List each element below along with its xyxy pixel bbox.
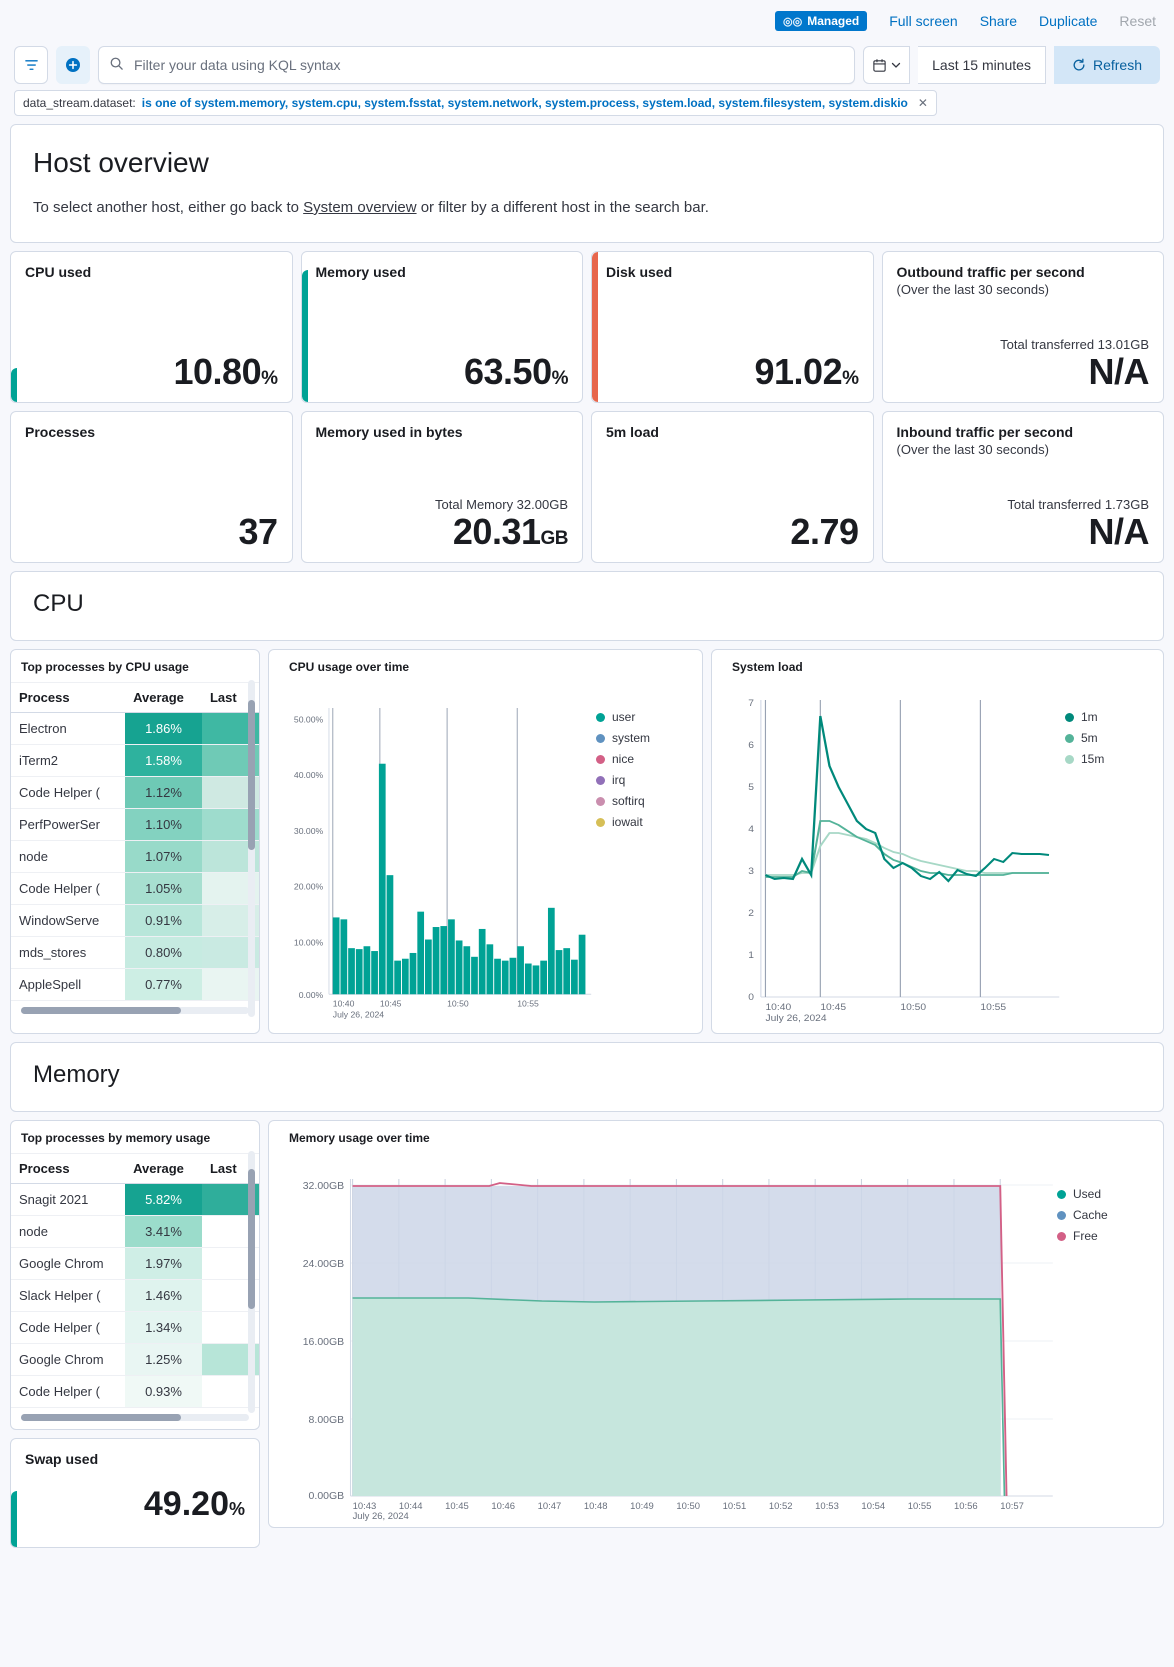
legend-item [596,710,692,724]
cell-process: Code Helper ( [11,777,125,809]
svg-text:10:49: 10:49 [630,1501,654,1511]
legend-color-swatch [1065,734,1074,743]
svg-text:7: 7 [748,698,755,709]
metric-number: 63.50 [464,351,552,393]
column-header-process[interactable]: Process [11,683,125,713]
table-row[interactable] [11,713,259,745]
cell-average: 0.93% [125,1376,202,1408]
legend-color-swatch [1057,1211,1066,1220]
cpu-section-header [10,571,1164,641]
legend-label: user [612,710,636,724]
legend-label: softirq [612,794,645,808]
svg-text:40.00%: 40.00% [293,770,324,781]
desc-text-after: or filter by a different host in the search bar. [416,199,709,216]
metric-subtitle: (Over the last 30 seconds) [896,442,1049,457]
top-processes-cpu-card [10,649,260,1034]
metric-unit: % [842,368,859,390]
svg-text:10:55: 10:55 [907,1501,932,1511]
metric-extra: Total transferred 1.73GB [1007,497,1149,513]
svg-text:10:57: 10:57 [1000,1501,1024,1511]
cpu-section-title: CPU [33,590,84,617]
metric-number: 2.79 [790,511,859,553]
memory-left-column [10,1120,260,1548]
vertical-scrollbar[interactable] [248,1151,255,1413]
top-processes-cpu-table [11,682,259,1001]
cell-average: 1.34% [125,1312,202,1344]
metric-disk-used[interactable] [591,251,874,403]
legend-item [596,773,692,787]
cell-process: Google Chrom [11,1248,125,1280]
svg-text:16.00GB: 16.00GB [302,1337,345,1348]
cell-average: 0.91% [125,905,202,937]
horizontal-scrollbar[interactable] [21,1414,249,1421]
cell-process: node [11,1216,125,1248]
system-load-legend [1065,682,1153,1027]
filter-icon [24,58,39,73]
legend-item [596,794,692,808]
cell-process: Code Helper ( [11,1312,125,1344]
legend-label: 1m [1081,710,1098,724]
svg-text:0.00%: 0.00% [298,990,324,1001]
metric-number: N/A [1088,351,1149,393]
svg-text:10:53: 10:53 [815,1501,839,1511]
metrics-grid-row-1 [10,251,1164,403]
legend-label: 15m [1081,752,1105,766]
metric-processes[interactable] [10,411,293,563]
full-screen-link[interactable]: Full screen [889,13,958,29]
metric-number: N/A [1088,511,1149,553]
system-load-chart-card [711,649,1164,1034]
svg-text:5: 5 [748,782,755,793]
refresh-button[interactable] [1054,46,1160,84]
metric-value [316,352,569,392]
cell-process: Google Chrom [11,1344,125,1376]
legend-item [1057,1229,1153,1243]
metric-title: Memory used [315,264,406,280]
metric-value [25,1485,245,1524]
svg-text:10:51: 10:51 [722,1501,747,1511]
svg-text:10.00%: 10.00% [293,937,324,948]
legend-item [1065,752,1153,766]
svg-text:10:45: 10:45 [820,1002,847,1013]
metric-memory-used[interactable] [301,251,584,403]
metric-number: 49.20 [143,1485,229,1523]
column-header-process[interactable]: Process [11,1154,125,1184]
top-processes-memory-table [11,1153,259,1408]
search-input[interactable] [132,56,844,74]
legend-label: Free [1073,1229,1098,1243]
table-header-row [11,1154,259,1184]
memory-usage-chart-card [268,1120,1164,1528]
svg-text:6: 6 [748,740,755,751]
metric-title: Inbound traffic per second [896,424,1074,440]
cell-process: WindowServe [11,905,125,937]
query-bar [0,42,1174,90]
cell-average: 1.05% [125,873,202,905]
legend-item [596,731,692,745]
metric-number: 91.02 [754,351,843,393]
svg-text:24.00GB: 24.00GB [302,1259,345,1270]
vertical-scrollbar[interactable] [248,680,255,1017]
legend-label: iowait [612,815,643,829]
cell-average: 1.10% [125,809,202,841]
table-row[interactable] [11,1344,259,1376]
search-icon [109,56,124,75]
chart-body [279,682,692,1027]
chart-body [279,1153,1153,1521]
svg-text:10:46: 10:46 [491,1501,516,1511]
metric-title: Processes [25,424,96,440]
table-row[interactable] [11,1280,259,1312]
metric-subtitle: (Over the last 30 seconds) [896,282,1049,297]
metric-outbound-traffic[interactable] [882,251,1165,403]
metric-5m-load[interactable] [591,411,874,563]
metric-number: 20.31 [452,511,541,553]
cell-average: 1.58% [125,745,202,777]
table-row[interactable] [11,969,259,1001]
svg-text:50.00%: 50.00% [293,714,324,725]
host-overview-description [33,199,1141,216]
legend-color-swatch [596,734,605,743]
table-header-row [11,683,259,713]
metric-unit: % [228,1499,245,1519]
filter-pill-value: is one of system.memory, system.cpu, system.fsstat, system.network, system.process, system.load, system.filesystem, system.diskio [141,96,908,110]
svg-text:July 26, 2024: July 26, 2024 [332,1009,385,1020]
table-row[interactable] [11,1312,259,1344]
svg-text:0.00GB: 0.00GB [308,1491,345,1502]
system-load-chart[interactable] [722,682,1065,1027]
metrics-grid-row-2 [10,411,1164,563]
svg-text:1: 1 [748,950,755,961]
legend-item [1057,1208,1153,1222]
metric-value [316,512,569,552]
metric-swap-used[interactable] [10,1438,260,1548]
memory-chart-legend [1057,1153,1153,1521]
svg-text:10:47: 10:47 [537,1501,562,1511]
card-title: System load [732,660,803,674]
filter-bar [0,90,1174,124]
column-header-last[interactable]: Last [202,683,259,713]
close-icon[interactable]: ✕ [917,96,928,110]
metric-cpu-used[interactable] [10,251,293,403]
legend-label: Cache [1073,1208,1108,1222]
svg-text:10:50: 10:50 [900,1002,927,1013]
legend-color-swatch [596,776,605,785]
table-row[interactable] [11,873,259,905]
cpu-usage-over-time-chart[interactable] [279,682,596,1027]
metric-title: Memory used in bytes [315,424,463,440]
managed-icon: ◎◎ [783,15,803,28]
table-row[interactable] [11,1376,259,1408]
metric-title: 5m load [606,424,659,440]
memory-row [10,1120,1164,1548]
metric-accent-bar [592,252,598,402]
table-row[interactable] [11,809,259,841]
svg-text:4: 4 [748,824,755,835]
cell-average: 1.46% [125,1280,202,1312]
managed-badge-label: Managed [807,14,860,28]
date-picker-button[interactable] [863,46,910,84]
card-title: Top processes by CPU usage [21,660,189,674]
add-filter-button[interactable] [56,46,90,84]
metric-unit: % [551,368,568,390]
legend-label: irq [612,773,626,787]
filter-pill-key: data_stream.dataset: [23,96,136,110]
card-title: CPU usage over time [289,660,410,674]
cpu-chart-legend [596,682,692,1027]
legend-color-swatch [596,818,605,827]
host-overview-panel [10,124,1164,243]
svg-text:2: 2 [748,908,755,919]
metric-value [25,512,278,552]
metric-accent-bar [11,1491,17,1548]
chart-body [722,682,1153,1027]
legend-label: Used [1073,1187,1102,1201]
legend-color-swatch [596,797,605,806]
svg-text:10:54: 10:54 [861,1501,886,1511]
top-action-bar [0,0,1174,42]
filter-pill-dataset[interactable] [14,90,937,116]
table-row[interactable] [11,745,259,777]
svg-text:10:50: 10:50 [447,998,469,1009]
metric-unit: % [261,368,278,390]
svg-text:10:55: 10:55 [517,998,539,1009]
cell-process: mds_stores [11,937,125,969]
metric-title: Disk used [606,264,673,280]
cell-process: Slack Helper ( [11,1280,125,1312]
metric-extra: Total Memory 32.00GB [435,497,568,513]
svg-text:10:50: 10:50 [676,1501,701,1511]
table-row[interactable] [11,1184,259,1216]
svg-text:10:40: 10:40 [765,1002,792,1013]
table-row[interactable] [11,905,259,937]
legend-label: system [612,731,651,745]
chevron-down-icon [891,60,901,70]
cell-average: 1.25% [125,1344,202,1376]
metric-unit: GB [540,528,568,550]
table-row[interactable] [11,937,259,969]
metric-value [606,352,859,392]
cpu-usage-chart-card [268,649,703,1034]
cell-average: 5.82% [125,1184,202,1216]
svg-text:July 26, 2024: July 26, 2024 [765,1013,827,1024]
top-processes-memory-card [10,1120,260,1430]
svg-text:10:52: 10:52 [768,1501,793,1511]
metric-title: Outbound traffic per second [896,264,1085,280]
metric-accent-bar [11,368,17,402]
svg-text:30.00%: 30.00% [293,825,324,836]
search-field-wrapper[interactable] [98,46,855,84]
legend-item [596,815,692,829]
legend-item [1057,1187,1153,1201]
cell-average: 1.97% [125,1248,202,1280]
table-row[interactable] [11,1248,259,1280]
legend-label: nice [612,752,635,766]
svg-text:10:56: 10:56 [953,1501,978,1511]
cpu-row [10,649,1164,1034]
svg-text:10:40: 10:40 [332,998,355,1009]
card-title: Top processes by memory usage [21,1131,211,1145]
cell-average: 1.86% [125,713,202,745]
cell-process: node [11,841,125,873]
card-title: Memory usage over time [289,1131,430,1145]
cell-average: 3.41% [125,1216,202,1248]
cell-process: PerfPowerSer [11,809,125,841]
memory-usage-over-time-chart[interactable] [279,1153,1057,1521]
legend-item [596,752,692,766]
refresh-label: Refresh [1092,57,1142,73]
metric-accent-bar [302,270,308,402]
cell-process: Snagit 2021 [11,1184,125,1216]
plus-circle-icon [65,57,81,73]
metric-inbound-traffic[interactable] [882,411,1165,563]
horizontal-scrollbar[interactable] [21,1007,249,1014]
metric-extra: Total transferred 13.01GB [1000,337,1149,353]
refresh-icon [1072,58,1086,72]
legend-color-swatch [1057,1232,1066,1241]
svg-text:10:48: 10:48 [583,1501,608,1511]
cell-average: 0.77% [125,969,202,1001]
svg-text:July 26, 2024: July 26, 2024 [352,1511,409,1521]
page-title: Host overview [33,147,209,178]
desc-text-before: To select another host, either go back to [33,199,304,216]
managed-badge [775,11,867,31]
svg-text:20.00%: 20.00% [293,881,324,892]
legend-item [1065,710,1153,724]
cell-average: 1.12% [125,777,202,809]
metric-memory-used-bytes[interactable] [301,411,584,563]
legend-color-swatch [1065,755,1074,764]
svg-text:10:45: 10:45 [445,1501,469,1511]
date-range-value[interactable]: Last 15 minutes [918,46,1046,84]
metric-value [25,352,278,392]
memory-section-header [10,1042,1164,1112]
table-row[interactable] [11,1216,259,1248]
cell-process: AppleSpell [11,969,125,1001]
cell-process: iTerm2 [11,745,125,777]
legend-color-swatch [596,755,605,764]
reset-link[interactable]: Reset [1119,13,1156,29]
column-header-average[interactable]: Average [125,1154,202,1184]
table-row[interactable] [11,841,259,873]
svg-text:10:43: 10:43 [352,1501,377,1511]
memory-section-title: Memory [33,1061,120,1088]
metric-value [897,352,1150,392]
calendar-icon [872,58,887,73]
share-link[interactable]: Share [979,13,1018,29]
cell-average: 1.07% [125,841,202,873]
metric-title: CPU used [25,264,92,280]
cell-process: Electron [11,713,125,745]
legend-color-swatch [1057,1190,1066,1199]
svg-text:0: 0 [748,992,755,1003]
system-overview-link[interactable]: System overview [303,199,417,216]
legend-color-swatch [1065,713,1074,722]
column-header-average[interactable]: Average [125,683,202,713]
metric-value [897,512,1150,552]
svg-text:8.00GB: 8.00GB [308,1415,345,1426]
metric-value [606,512,859,552]
column-header-last[interactable]: Last [202,1154,259,1184]
duplicate-link[interactable]: Duplicate [1039,13,1098,29]
table-row[interactable] [11,777,259,809]
metric-title: Swap used [25,1451,99,1467]
svg-text:10:45: 10:45 [379,998,402,1009]
svg-text:3: 3 [748,866,755,877]
cell-process: Code Helper ( [11,873,125,905]
legend-label: 5m [1081,731,1098,745]
metric-number: 10.80 [173,351,262,393]
dashboard-body [0,124,1174,1568]
cell-average: 0.80% [125,937,202,969]
cell-process: Code Helper ( [11,1376,125,1408]
svg-text:10:44: 10:44 [398,1501,423,1511]
legend-item [1065,731,1153,745]
svg-text:32.00GB: 32.00GB [302,1181,345,1192]
svg-text:10:55: 10:55 [980,1002,1007,1013]
legend-color-swatch [596,713,605,722]
saved-queries-button[interactable] [14,46,48,84]
metric-number: 37 [238,511,278,553]
